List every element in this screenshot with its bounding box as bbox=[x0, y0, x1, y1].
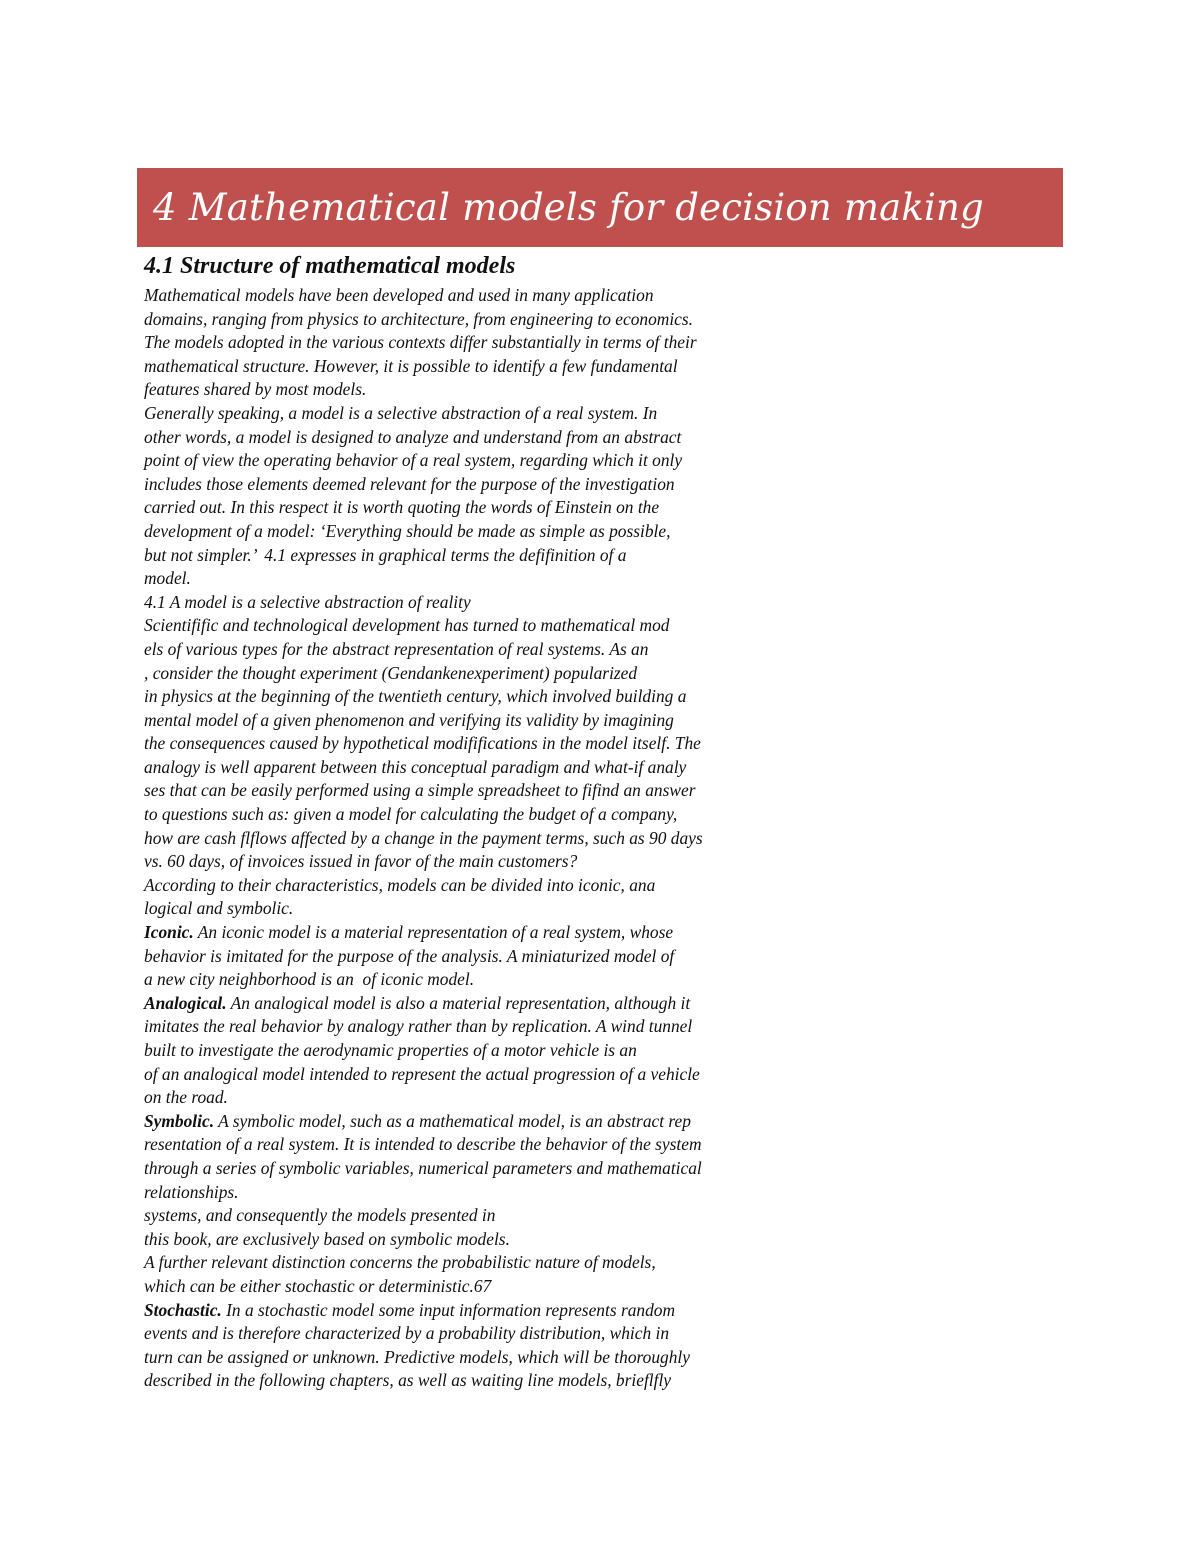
line-text: development of a model: ‘Everything should be made as simple as possible, bbox=[144, 520, 671, 541]
line-text: mathematical structure. However, it is possible to identify a few fundamental bbox=[144, 355, 678, 376]
text-line bbox=[144, 850, 864, 874]
line-text: to questions such as: given a model for calculating the budget of a company, bbox=[144, 804, 678, 825]
line-text: the consequences caused by hypothetical modififications in the model itself. The bbox=[144, 733, 701, 754]
line-text: Generally speaking, a model is a selective abstraction of a real system. In bbox=[144, 402, 658, 423]
text-line bbox=[144, 308, 864, 332]
text-line bbox=[144, 355, 864, 379]
line-text: other words, a model is designed to analyze and understand from an abstract bbox=[144, 426, 682, 447]
text-line bbox=[144, 662, 864, 686]
text-line bbox=[144, 1086, 864, 1110]
chapter-title-bar bbox=[137, 168, 1063, 247]
line-text: relationships. bbox=[144, 1181, 239, 1202]
text-line bbox=[144, 921, 864, 945]
text-line bbox=[144, 1181, 864, 1205]
text-line bbox=[144, 732, 864, 756]
line-text: described in the following chapters, as well as waiting line models, brieflfly bbox=[144, 1370, 671, 1391]
text-line bbox=[144, 426, 864, 450]
text-line bbox=[144, 1157, 864, 1181]
text-line bbox=[144, 638, 864, 662]
line-text: events and is therefore characterized by a probability distribution, which in bbox=[144, 1323, 670, 1344]
text-line bbox=[144, 1251, 864, 1275]
text-line bbox=[144, 591, 864, 615]
text-line bbox=[144, 1369, 864, 1393]
text-line bbox=[144, 449, 864, 473]
body-text bbox=[144, 284, 864, 1393]
text-line bbox=[144, 968, 864, 992]
term-label: Iconic. bbox=[144, 922, 194, 943]
line-text: In a stochastic model some input information represents random bbox=[221, 1299, 676, 1320]
text-line bbox=[144, 473, 864, 497]
text-line bbox=[144, 709, 864, 733]
text-line bbox=[144, 992, 864, 1016]
text-line bbox=[144, 685, 864, 709]
line-text: An iconic model is a material representation of a real system, whose bbox=[193, 922, 674, 943]
text-line bbox=[144, 284, 864, 308]
line-text: A further relevant distinction concerns the probabilistic nature of models, bbox=[144, 1252, 656, 1273]
line-text: a new city neighborhood is an of iconic model. bbox=[144, 969, 475, 990]
term-label: Symbolic. bbox=[144, 1110, 215, 1131]
text-line bbox=[144, 756, 864, 780]
text-line bbox=[144, 544, 864, 568]
text-line bbox=[144, 1275, 864, 1299]
line-text: in physics at the beginning of the twentieth century, which involved building a bbox=[144, 686, 687, 707]
text-line bbox=[144, 331, 864, 355]
line-text: According to their characteristics, models can be divided into iconic, ana bbox=[144, 874, 656, 895]
line-text: resentation of a real system. It is intended to describe the behavior of the system bbox=[144, 1134, 702, 1155]
text-line bbox=[144, 1133, 864, 1157]
text-line bbox=[144, 803, 864, 827]
text-line bbox=[144, 779, 864, 803]
line-text: Mathematical models have been developed and used in many application bbox=[144, 285, 654, 305]
chapter-title: 4 Mathematical models for decision making bbox=[153, 186, 984, 229]
line-text: , consider the thought experiment (Gendankenexperiment) popularized bbox=[144, 662, 638, 683]
line-text: model. bbox=[144, 568, 191, 589]
line-text: features shared by most models. bbox=[144, 379, 367, 400]
line-text: imitates the real behavior by analogy rather than by replication. A wind tunnel bbox=[144, 1016, 693, 1037]
line-text: carried out. In this respect it is worth quoting the words of Einstein on the bbox=[144, 497, 660, 518]
line-text: vs. 60 days, of invoices issued in favor of the main customers? bbox=[144, 851, 578, 872]
text-line bbox=[144, 897, 864, 921]
line-text: built to investigate the aerodynamic properties of a motor vehicle is an bbox=[144, 1040, 637, 1060]
text-line bbox=[144, 567, 864, 591]
text-line bbox=[144, 1228, 864, 1252]
line-text: turn can be assigned or unknown. Predictive models, which will be thoroughly bbox=[144, 1346, 690, 1367]
line-text: mental model of a given phenomenon and verifying its validity by imagining bbox=[144, 709, 674, 730]
line-text: els of various types for the abstract representation of real systems. As an bbox=[144, 638, 649, 659]
text-line bbox=[144, 520, 864, 544]
text-line bbox=[144, 1346, 864, 1370]
term-label: Analogical. bbox=[144, 992, 227, 1013]
line-text: includes those elements deemed relevant for the purpose of the investigation bbox=[144, 473, 675, 494]
line-text: ses that can be easily performed using a simple spreadsheet to fifind an answer bbox=[144, 780, 696, 801]
line-text: analogy is well apparent between this conceptual paradigm and what-if analy bbox=[144, 756, 687, 777]
text-line bbox=[144, 945, 864, 969]
line-text: point of view the operating behavior of a real system, regarding which it only bbox=[144, 450, 683, 471]
text-line bbox=[144, 1299, 864, 1323]
line-text: domains, ranging from physics to architecture, from engineering to economics. bbox=[144, 308, 694, 329]
text-line bbox=[144, 1063, 864, 1087]
line-text: behavior is imitated for the purpose of the analysis. A miniaturized model of bbox=[144, 945, 675, 966]
line-text: through a series of symbolic variables, numerical parameters and mathematical bbox=[144, 1157, 702, 1178]
section-heading: 4.1 Structure of mathematical models bbox=[144, 253, 516, 279]
line-text: how are cash flflows affected by a change in the payment terms, such as 90 days bbox=[144, 827, 703, 848]
line-text: An analogical model is also a material representation, although it bbox=[226, 992, 691, 1013]
line-text: 4.1 A model is a selective abstraction of reality bbox=[144, 591, 471, 612]
text-line bbox=[144, 1039, 864, 1063]
text-line bbox=[144, 827, 864, 851]
text-line bbox=[144, 378, 864, 402]
text-line bbox=[144, 614, 864, 638]
text-line bbox=[144, 874, 864, 898]
line-text: of an analogical model intended to represent the actual progression of a vehicle bbox=[144, 1063, 700, 1084]
line-text: A symbolic model, such as a mathematical model, is an abstract rep bbox=[214, 1110, 691, 1131]
text-line bbox=[144, 496, 864, 520]
line-text: Scientifific and technological development has turned to mathematical mod bbox=[144, 615, 670, 636]
line-text: on the road. bbox=[144, 1087, 228, 1108]
line-text: The models adopted in the various contexts differ substantially in terms of their bbox=[144, 332, 697, 353]
text-line bbox=[144, 1110, 864, 1134]
text-line bbox=[144, 402, 864, 426]
line-text: which can be either stochastic or deterministic.67 bbox=[144, 1275, 492, 1296]
text-line bbox=[144, 1015, 864, 1039]
text-line bbox=[144, 1204, 864, 1228]
line-text: systems, and consequently the models presented in bbox=[144, 1205, 496, 1226]
line-text: but not simpler.’ 4.1 expresses in graphical terms the defifinition of a bbox=[144, 544, 627, 565]
term-label: Stochastic. bbox=[144, 1299, 222, 1320]
line-text: this book, are exclusively based on symbolic models. bbox=[144, 1228, 510, 1249]
line-text: logical and symbolic. bbox=[144, 898, 294, 919]
text-line bbox=[144, 1322, 864, 1346]
